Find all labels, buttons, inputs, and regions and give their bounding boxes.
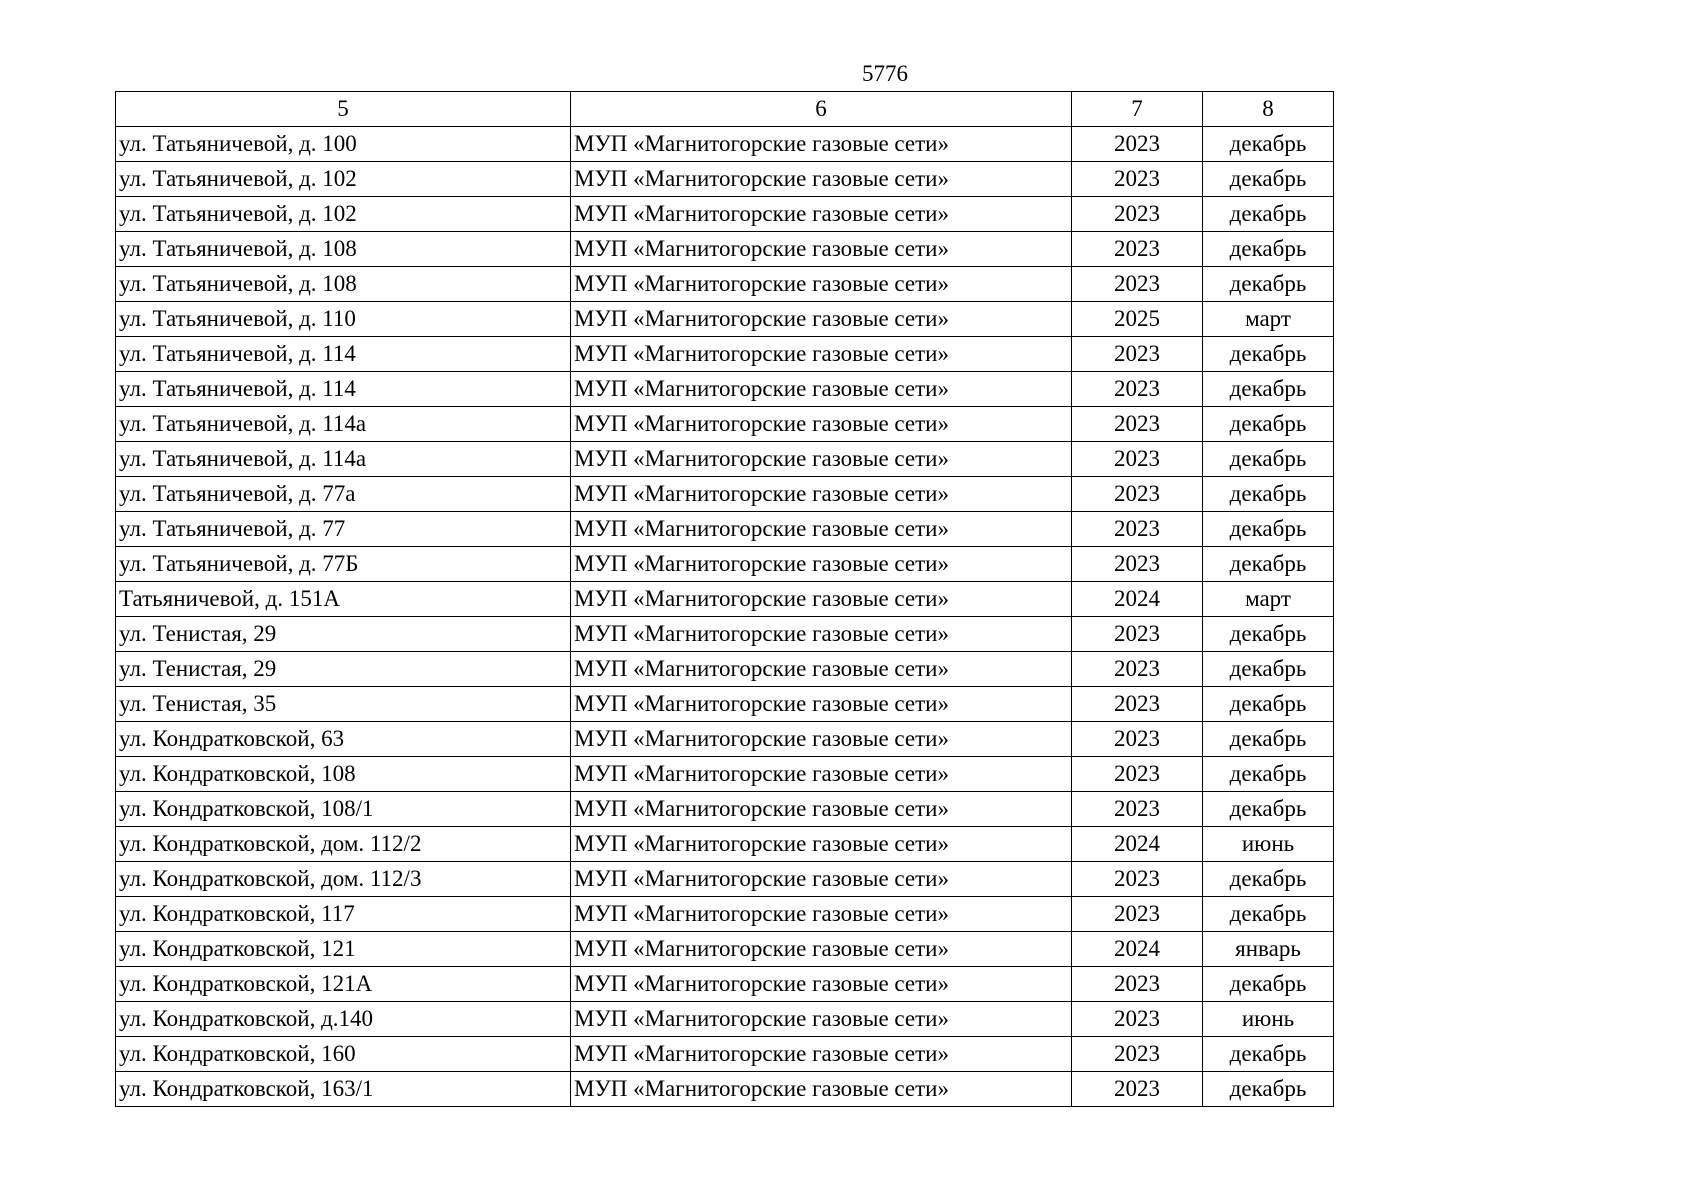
month-cell: декабрь [1203, 267, 1334, 302]
organization-cell: МУП «Магнитогорские газовые сети» [571, 862, 1072, 897]
month-cell: декабрь [1203, 337, 1334, 372]
organization-cell: МУП «Магнитогорские газовые сети» [571, 827, 1072, 862]
year-cell: 2023 [1072, 372, 1203, 407]
address-cell: ул. Татьяничевой, д. 102 [116, 162, 571, 197]
year-cell: 2023 [1072, 1037, 1203, 1072]
table-row [116, 267, 1334, 302]
month-cell: июнь [1203, 827, 1334, 862]
year-cell: 2024 [1072, 932, 1203, 967]
year-cell: 2023 [1072, 722, 1203, 757]
organization-cell: МУП «Магнитогорские газовые сети» [571, 792, 1072, 827]
year-cell: 2023 [1072, 127, 1203, 162]
table-row [116, 722, 1334, 757]
address-cell: ул. Кондратковской, 108/1 [116, 792, 571, 827]
table-row [116, 337, 1334, 372]
address-cell: ул. Тенистая, 29 [116, 652, 571, 687]
month-cell: декабрь [1203, 687, 1334, 722]
year-cell: 2023 [1072, 617, 1203, 652]
year-cell: 2023 [1072, 442, 1203, 477]
data-table [115, 91, 1334, 1107]
year-cell: 2023 [1072, 967, 1203, 1002]
organization-cell: МУП «Магнитогорские газовые сети» [571, 127, 1072, 162]
organization-cell: МУП «Магнитогорские газовые сети» [571, 232, 1072, 267]
table-row [116, 897, 1334, 932]
month-cell: январь [1203, 932, 1334, 967]
table-header [116, 92, 1334, 127]
address-cell: ул. Кондратковской, 63 [116, 722, 571, 757]
organization-cell: МУП «Магнитогорские газовые сети» [571, 162, 1072, 197]
header-col-5: 5 [116, 92, 571, 127]
table-row [116, 687, 1334, 722]
table-row [116, 582, 1334, 617]
address-cell: ул. Кондратковской, 160 [116, 1037, 571, 1072]
address-cell: ул. Татьяничевой, д. 110 [116, 302, 571, 337]
table-row [116, 827, 1334, 862]
month-cell: декабрь [1203, 617, 1334, 652]
month-cell: декабрь [1203, 967, 1334, 1002]
year-cell: 2023 [1072, 337, 1203, 372]
address-cell: ул. Татьяничевой, д. 108 [116, 232, 571, 267]
year-cell: 2023 [1072, 687, 1203, 722]
organization-cell: МУП «Магнитогорские газовые сети» [571, 1002, 1072, 1037]
address-cell: ул. Кондратковской, 121А [116, 967, 571, 1002]
month-cell: декабрь [1203, 372, 1334, 407]
organization-cell: МУП «Магнитогорские газовые сети» [571, 547, 1072, 582]
address-cell: ул. Татьяничевой, д. 114 [116, 372, 571, 407]
year-cell: 2023 [1072, 407, 1203, 442]
address-cell: ул. Татьяничевой, д. 114а [116, 442, 571, 477]
header-col-8: 8 [1203, 92, 1334, 127]
organization-cell: МУП «Магнитогорские газовые сети» [571, 617, 1072, 652]
month-cell: декабрь [1203, 162, 1334, 197]
table-row [116, 127, 1334, 162]
address-cell: ул. Татьяничевой, д. 114 [116, 337, 571, 372]
year-cell: 2023 [1072, 757, 1203, 792]
organization-cell: МУП «Магнитогорские газовые сети» [571, 687, 1072, 722]
header-col-6: 6 [571, 92, 1072, 127]
address-cell: ул. Кондратковской, 121 [116, 932, 571, 967]
address-cell: ул. Татьяничевой, д. 108 [116, 267, 571, 302]
table-row [116, 1002, 1334, 1037]
address-cell: ул. Татьяничевой, д. 77 [116, 512, 571, 547]
month-cell: март [1203, 302, 1334, 337]
address-cell: ул. Кондратковской, 117 [116, 897, 571, 932]
year-cell: 2024 [1072, 582, 1203, 617]
year-cell: 2023 [1072, 162, 1203, 197]
year-cell: 2023 [1072, 792, 1203, 827]
table-row [116, 862, 1334, 897]
table-row [116, 617, 1334, 652]
header-col-7: 7 [1072, 92, 1203, 127]
organization-cell: МУП «Магнитогорские газовые сети» [571, 512, 1072, 547]
year-cell: 2023 [1072, 862, 1203, 897]
month-cell: декабрь [1203, 232, 1334, 267]
organization-cell: МУП «Магнитогорские газовые сети» [571, 1072, 1072, 1107]
year-cell: 2023 [1072, 1002, 1203, 1037]
year-cell: 2023 [1072, 1072, 1203, 1107]
table-row [116, 757, 1334, 792]
organization-cell: МУП «Магнитогорские газовые сети» [571, 757, 1072, 792]
address-cell: ул. Тенистая, 29 [116, 617, 571, 652]
year-cell: 2023 [1072, 477, 1203, 512]
address-cell: ул. Татьяничевой, д. 77Б [116, 547, 571, 582]
address-cell: ул. Кондратковской, д.140 [116, 1002, 571, 1037]
month-cell: декабрь [1203, 197, 1334, 232]
month-cell: декабрь [1203, 757, 1334, 792]
organization-cell: МУП «Магнитогорские газовые сети» [571, 197, 1072, 232]
address-cell: ул. Тенистая, 35 [116, 687, 571, 722]
year-cell: 2023 [1072, 547, 1203, 582]
table-row [116, 1037, 1334, 1072]
organization-cell: МУП «Магнитогорские газовые сети» [571, 582, 1072, 617]
organization-cell: МУП «Магнитогорские газовые сети» [571, 897, 1072, 932]
organization-cell: МУП «Магнитогорские газовые сети» [571, 652, 1072, 687]
month-cell: декабрь [1203, 407, 1334, 442]
table-row [116, 967, 1334, 1002]
month-cell: декабрь [1203, 1072, 1334, 1107]
month-cell: декабрь [1203, 1037, 1334, 1072]
month-cell: декабрь [1203, 722, 1334, 757]
month-cell: декабрь [1203, 897, 1334, 932]
table-row [116, 442, 1334, 477]
address-cell: Татьяничевой, д. 151А [116, 582, 571, 617]
address-cell: ул. Татьяничевой, д. 114а [116, 407, 571, 442]
month-cell: июнь [1203, 1002, 1334, 1037]
table-row [116, 162, 1334, 197]
table-body [116, 127, 1334, 1107]
address-cell: ул. Кондратковской, 108 [116, 757, 571, 792]
table-row [116, 512, 1334, 547]
table-row [116, 792, 1334, 827]
year-cell: 2024 [1072, 827, 1203, 862]
address-cell: ул. Кондратковской, дом. 112/3 [116, 862, 571, 897]
organization-cell: МУП «Магнитогорские газовые сети» [571, 442, 1072, 477]
month-cell: март [1203, 582, 1334, 617]
address-cell: ул. Татьяничевой, д. 102 [116, 197, 571, 232]
organization-cell: МУП «Магнитогорские газовые сети» [571, 477, 1072, 512]
organization-cell: МУП «Магнитогорские газовые сети» [571, 302, 1072, 337]
organization-cell: МУП «Магнитогорские газовые сети» [571, 407, 1072, 442]
month-cell: декабрь [1203, 652, 1334, 687]
table-row [116, 547, 1334, 582]
year-cell: 2025 [1072, 302, 1203, 337]
table-row [116, 302, 1334, 337]
address-cell: ул. Татьяничевой, д. 77а [116, 477, 571, 512]
table-row [116, 932, 1334, 967]
table-row [116, 652, 1334, 687]
year-cell: 2023 [1072, 652, 1203, 687]
year-cell: 2023 [1072, 512, 1203, 547]
table-row [116, 372, 1334, 407]
month-cell: декабрь [1203, 442, 1334, 477]
page-number: 5776 [862, 61, 908, 86]
address-cell: ул. Кондратковской, 163/1 [116, 1072, 571, 1107]
organization-cell: МУП «Магнитогорские газовые сети» [571, 337, 1072, 372]
year-cell: 2023 [1072, 232, 1203, 267]
header-row [116, 92, 1334, 127]
organization-cell: МУП «Магнитогорские газовые сети» [571, 967, 1072, 1002]
organization-cell: МУП «Магнитогорские газовые сети» [571, 932, 1072, 967]
organization-cell: МУП «Магнитогорские газовые сети» [571, 1037, 1072, 1072]
year-cell: 2023 [1072, 897, 1203, 932]
organization-cell: МУП «Магнитогорские газовые сети» [571, 372, 1072, 407]
year-cell: 2023 [1072, 197, 1203, 232]
year-cell: 2023 [1072, 267, 1203, 302]
organization-cell: МУП «Магнитогорские газовые сети» [571, 722, 1072, 757]
table-row [116, 197, 1334, 232]
month-cell: декабрь [1203, 477, 1334, 512]
table-row [116, 407, 1334, 442]
month-cell: декабрь [1203, 547, 1334, 582]
table-row [116, 232, 1334, 267]
table-row [116, 477, 1334, 512]
month-cell: декабрь [1203, 792, 1334, 827]
month-cell: декабрь [1203, 512, 1334, 547]
month-cell: декабрь [1203, 862, 1334, 897]
table-row [116, 1072, 1334, 1107]
organization-cell: МУП «Магнитогорские газовые сети» [571, 267, 1072, 302]
month-cell: декабрь [1203, 127, 1334, 162]
address-cell: ул. Кондратковской, дом. 112/2 [116, 827, 571, 862]
address-cell: ул. Татьяничевой, д. 100 [116, 127, 571, 162]
